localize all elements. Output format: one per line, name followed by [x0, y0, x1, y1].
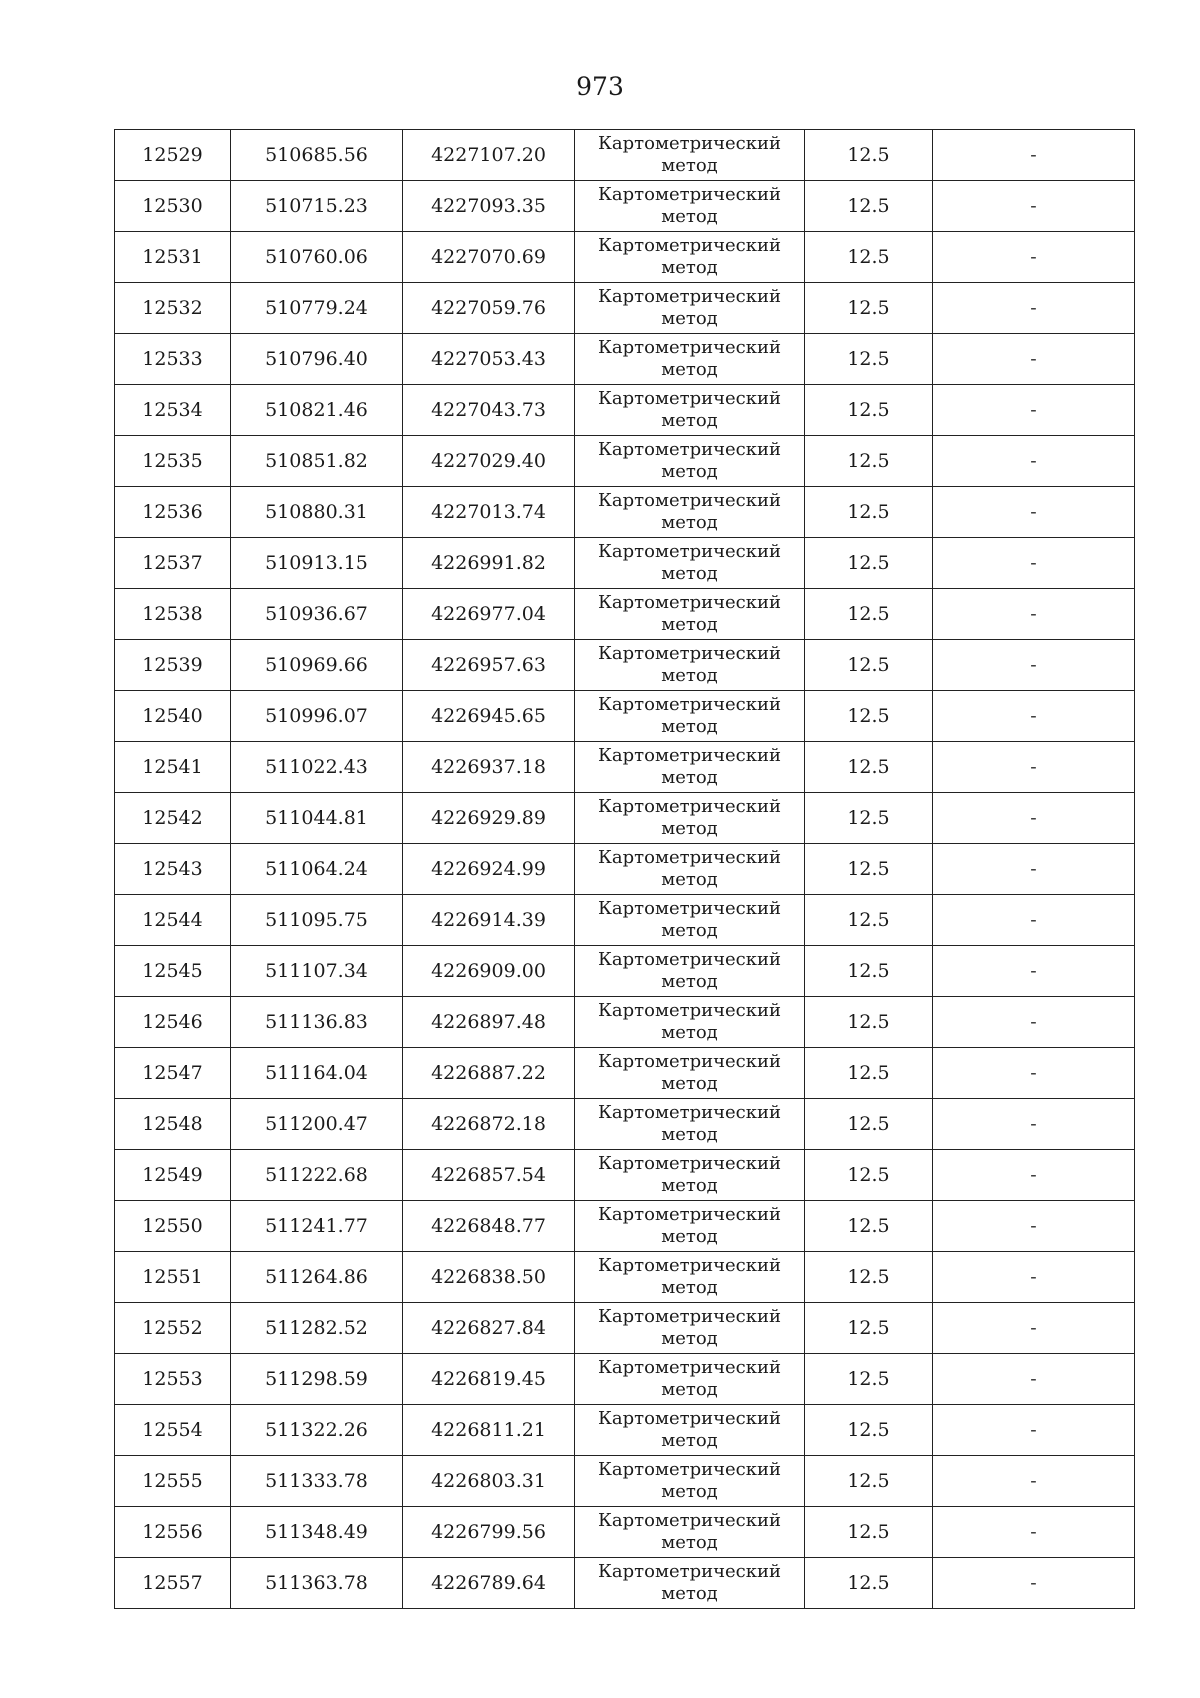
table-row [115, 181, 1135, 232]
y-coordinate-cell: 4226929.89 [403, 793, 575, 844]
method-line-1: Картометрический [598, 439, 781, 460]
x-coordinate-cell: 510996.07 [231, 691, 403, 742]
y-coordinate-cell: 4226872.18 [403, 1099, 575, 1150]
method-line-1: Картометрический [598, 337, 781, 358]
table-row [115, 232, 1135, 283]
method-line-2: метод [661, 767, 718, 788]
note-cell: - [933, 691, 1135, 742]
method-line-2: метод [661, 206, 718, 227]
method-line-2: метод [661, 1073, 718, 1094]
method-cell [575, 1201, 805, 1252]
method-line-2: метод [661, 512, 718, 533]
accuracy-cell: 12.5 [805, 1558, 933, 1609]
method-cell [575, 1507, 805, 1558]
table-row [115, 1099, 1135, 1150]
accuracy-cell: 12.5 [805, 283, 933, 334]
method-cell [575, 691, 805, 742]
table-row [115, 640, 1135, 691]
method-line-2: метод [661, 1583, 718, 1604]
x-coordinate-cell: 510779.24 [231, 283, 403, 334]
accuracy-cell: 12.5 [805, 538, 933, 589]
point-id-cell: 12545 [115, 946, 231, 997]
table-row [115, 334, 1135, 385]
method-line-2: метод [661, 1226, 718, 1247]
note-cell: - [933, 1150, 1135, 1201]
note-cell: - [933, 1405, 1135, 1456]
point-id-cell: 12537 [115, 538, 231, 589]
point-id-cell: 12546 [115, 997, 231, 1048]
method-line-1: Картометрический [598, 1255, 781, 1276]
method-line-1: Картометрический [598, 133, 781, 154]
table-row [115, 1558, 1135, 1609]
table-row [115, 844, 1135, 895]
y-coordinate-cell: 4226957.63 [403, 640, 575, 691]
x-coordinate-cell: 511322.26 [231, 1405, 403, 1456]
y-coordinate-cell: 4226887.22 [403, 1048, 575, 1099]
method-line-1: Картометрический [598, 898, 781, 919]
method-cell [575, 334, 805, 385]
x-coordinate-cell: 511064.24 [231, 844, 403, 895]
x-coordinate-cell: 510936.67 [231, 589, 403, 640]
method-line-1: Картометрический [598, 949, 781, 970]
method-line-2: метод [661, 614, 718, 635]
accuracy-cell: 12.5 [805, 844, 933, 895]
table-row [115, 946, 1135, 997]
method-line-2: метод [661, 1481, 718, 1502]
method-cell [575, 895, 805, 946]
table-row [115, 691, 1135, 742]
method-line-1: Картометрический [598, 1000, 781, 1021]
accuracy-cell: 12.5 [805, 1252, 933, 1303]
y-coordinate-cell: 4227013.74 [403, 487, 575, 538]
table-row [115, 487, 1135, 538]
table-row [115, 1507, 1135, 1558]
point-id-cell: 12556 [115, 1507, 231, 1558]
method-line-1: Картометрический [598, 796, 781, 817]
point-id-cell: 12543 [115, 844, 231, 895]
accuracy-cell: 12.5 [805, 1048, 933, 1099]
table-row [115, 1201, 1135, 1252]
method-cell [575, 130, 805, 181]
method-cell [575, 487, 805, 538]
x-coordinate-cell: 510969.66 [231, 640, 403, 691]
accuracy-cell: 12.5 [805, 334, 933, 385]
method-cell [575, 232, 805, 283]
y-coordinate-cell: 4227107.20 [403, 130, 575, 181]
y-coordinate-cell: 4227059.76 [403, 283, 575, 334]
method-line-2: метод [661, 1328, 718, 1349]
coordinates-table [114, 129, 1135, 1609]
point-id-cell: 12547 [115, 1048, 231, 1099]
y-coordinate-cell: 4226991.82 [403, 538, 575, 589]
note-cell: - [933, 1303, 1135, 1354]
note-cell: - [933, 997, 1135, 1048]
point-id-cell: 12549 [115, 1150, 231, 1201]
y-coordinate-cell: 4226803.31 [403, 1456, 575, 1507]
point-id-cell: 12535 [115, 436, 231, 487]
note-cell: - [933, 640, 1135, 691]
x-coordinate-cell: 511164.04 [231, 1048, 403, 1099]
method-line-1: Картометрический [598, 1408, 781, 1429]
method-line-2: метод [661, 308, 718, 329]
method-line-2: метод [661, 1532, 718, 1553]
method-cell [575, 1099, 805, 1150]
method-line-1: Картометрический [598, 592, 781, 613]
x-coordinate-cell: 510796.40 [231, 334, 403, 385]
accuracy-cell: 12.5 [805, 1150, 933, 1201]
method-line-1: Картометрический [598, 1051, 781, 1072]
method-line-1: Картометрический [598, 235, 781, 256]
point-id-cell: 12529 [115, 130, 231, 181]
accuracy-cell: 12.5 [805, 232, 933, 283]
note-cell: - [933, 589, 1135, 640]
note-cell: - [933, 844, 1135, 895]
method-cell [575, 1354, 805, 1405]
method-line-2: метод [661, 1175, 718, 1196]
table-row [115, 1252, 1135, 1303]
x-coordinate-cell: 510821.46 [231, 385, 403, 436]
accuracy-cell: 12.5 [805, 946, 933, 997]
method-cell [575, 1456, 805, 1507]
method-line-1: Картометрический [598, 286, 781, 307]
x-coordinate-cell: 510685.56 [231, 130, 403, 181]
accuracy-cell: 12.5 [805, 487, 933, 538]
note-cell: - [933, 385, 1135, 436]
x-coordinate-cell: 511222.68 [231, 1150, 403, 1201]
y-coordinate-cell: 4226819.45 [403, 1354, 575, 1405]
method-cell [575, 997, 805, 1048]
method-line-1: Картометрический [598, 1102, 781, 1123]
point-id-cell: 12536 [115, 487, 231, 538]
x-coordinate-cell: 511022.43 [231, 742, 403, 793]
x-coordinate-cell: 511095.75 [231, 895, 403, 946]
note-cell: - [933, 1048, 1135, 1099]
note-cell: - [933, 487, 1135, 538]
table-row [115, 283, 1135, 334]
point-id-cell: 12542 [115, 793, 231, 844]
y-coordinate-cell: 4226914.39 [403, 895, 575, 946]
note-cell: - [933, 283, 1135, 334]
x-coordinate-cell: 511282.52 [231, 1303, 403, 1354]
y-coordinate-cell: 4226789.64 [403, 1558, 575, 1609]
point-id-cell: 12552 [115, 1303, 231, 1354]
x-coordinate-cell: 510715.23 [231, 181, 403, 232]
point-id-cell: 12544 [115, 895, 231, 946]
accuracy-cell: 12.5 [805, 130, 933, 181]
point-id-cell: 12533 [115, 334, 231, 385]
point-id-cell: 12554 [115, 1405, 231, 1456]
method-line-1: Картометрический [598, 1204, 781, 1225]
accuracy-cell: 12.5 [805, 895, 933, 946]
y-coordinate-cell: 4227053.43 [403, 334, 575, 385]
table-row [115, 385, 1135, 436]
table-row [115, 1354, 1135, 1405]
table-row [115, 130, 1135, 181]
note-cell: - [933, 181, 1135, 232]
method-line-2: метод [661, 563, 718, 584]
x-coordinate-cell: 511044.81 [231, 793, 403, 844]
note-cell: - [933, 1558, 1135, 1609]
point-id-cell: 12539 [115, 640, 231, 691]
method-line-2: метод [661, 665, 718, 686]
method-cell [575, 1405, 805, 1456]
method-line-1: Картометрический [598, 1510, 781, 1531]
note-cell: - [933, 538, 1135, 589]
point-id-cell: 12555 [115, 1456, 231, 1507]
method-line-2: метод [661, 1379, 718, 1400]
y-coordinate-cell: 4226897.48 [403, 997, 575, 1048]
y-coordinate-cell: 4226977.04 [403, 589, 575, 640]
note-cell: - [933, 334, 1135, 385]
table-row [115, 436, 1135, 487]
point-id-cell: 12534 [115, 385, 231, 436]
method-line-1: Картометрический [598, 1153, 781, 1174]
x-coordinate-cell: 510880.31 [231, 487, 403, 538]
x-coordinate-cell: 510760.06 [231, 232, 403, 283]
method-cell [575, 844, 805, 895]
method-line-2: метод [661, 920, 718, 941]
accuracy-cell: 12.5 [805, 742, 933, 793]
point-id-cell: 12538 [115, 589, 231, 640]
method-line-1: Картометрический [598, 388, 781, 409]
x-coordinate-cell: 511241.77 [231, 1201, 403, 1252]
accuracy-cell: 12.5 [805, 589, 933, 640]
accuracy-cell: 12.5 [805, 1456, 933, 1507]
accuracy-cell: 12.5 [805, 1303, 933, 1354]
point-id-cell: 12553 [115, 1354, 231, 1405]
table-row [115, 1303, 1135, 1354]
method-line-2: метод [661, 257, 718, 278]
point-id-cell: 12548 [115, 1099, 231, 1150]
x-coordinate-cell: 511264.86 [231, 1252, 403, 1303]
y-coordinate-cell: 4226811.21 [403, 1405, 575, 1456]
y-coordinate-cell: 4226848.77 [403, 1201, 575, 1252]
x-coordinate-cell: 511107.34 [231, 946, 403, 997]
table-row [115, 1150, 1135, 1201]
note-cell: - [933, 742, 1135, 793]
page-number: 973 [576, 72, 624, 101]
x-coordinate-cell: 511136.83 [231, 997, 403, 1048]
accuracy-cell: 12.5 [805, 1201, 933, 1252]
method-line-2: метод [661, 1022, 718, 1043]
note-cell: - [933, 232, 1135, 283]
method-line-1: Картометрический [598, 745, 781, 766]
accuracy-cell: 12.5 [805, 181, 933, 232]
coordinates-table-body [115, 130, 1135, 1609]
note-cell: - [933, 1099, 1135, 1150]
accuracy-cell: 12.5 [805, 1405, 933, 1456]
method-line-2: метод [661, 359, 718, 380]
y-coordinate-cell: 4226937.18 [403, 742, 575, 793]
y-coordinate-cell: 4227043.73 [403, 385, 575, 436]
method-line-1: Картометрический [598, 1459, 781, 1480]
point-id-cell: 12540 [115, 691, 231, 742]
table-row [115, 538, 1135, 589]
method-line-2: метод [661, 716, 718, 737]
y-coordinate-cell: 4226945.65 [403, 691, 575, 742]
method-cell [575, 742, 805, 793]
method-line-1: Картометрический [598, 184, 781, 205]
method-line-2: метод [661, 410, 718, 431]
note-cell: - [933, 1252, 1135, 1303]
table-row [115, 589, 1135, 640]
method-cell [575, 385, 805, 436]
x-coordinate-cell: 510913.15 [231, 538, 403, 589]
x-coordinate-cell: 511298.59 [231, 1354, 403, 1405]
x-coordinate-cell: 510851.82 [231, 436, 403, 487]
method-cell [575, 640, 805, 691]
note-cell: - [933, 1456, 1135, 1507]
x-coordinate-cell: 511200.47 [231, 1099, 403, 1150]
point-id-cell: 12532 [115, 283, 231, 334]
y-coordinate-cell: 4227029.40 [403, 436, 575, 487]
y-coordinate-cell: 4226924.99 [403, 844, 575, 895]
point-id-cell: 12557 [115, 1558, 231, 1609]
method-line-1: Картометрический [598, 847, 781, 868]
method-line-1: Картометрический [598, 643, 781, 664]
table-row [115, 895, 1135, 946]
point-id-cell: 12531 [115, 232, 231, 283]
y-coordinate-cell: 4226857.54 [403, 1150, 575, 1201]
method-line-2: метод [661, 818, 718, 839]
method-line-1: Картометрический [598, 694, 781, 715]
y-coordinate-cell: 4226827.84 [403, 1303, 575, 1354]
accuracy-cell: 12.5 [805, 1507, 933, 1558]
method-cell [575, 436, 805, 487]
method-cell [575, 1048, 805, 1099]
table-row [115, 742, 1135, 793]
method-cell [575, 946, 805, 997]
method-line-2: метод [661, 971, 718, 992]
method-line-2: метод [661, 869, 718, 890]
method-cell [575, 538, 805, 589]
method-line-1: Картометрический [598, 1306, 781, 1327]
method-line-1: Картометрический [598, 541, 781, 562]
table-row [115, 793, 1135, 844]
method-line-2: метод [661, 1277, 718, 1298]
accuracy-cell: 12.5 [805, 1354, 933, 1405]
method-cell [575, 1252, 805, 1303]
y-coordinate-cell: 4226838.50 [403, 1252, 575, 1303]
method-cell [575, 181, 805, 232]
y-coordinate-cell: 4227093.35 [403, 181, 575, 232]
method-cell [575, 1303, 805, 1354]
x-coordinate-cell: 511363.78 [231, 1558, 403, 1609]
note-cell: - [933, 436, 1135, 487]
method-line-1: Картометрический [598, 490, 781, 511]
note-cell: - [933, 1201, 1135, 1252]
note-cell: - [933, 895, 1135, 946]
method-cell [575, 283, 805, 334]
table-row [115, 1405, 1135, 1456]
method-line-2: метод [661, 461, 718, 482]
point-id-cell: 12541 [115, 742, 231, 793]
method-cell [575, 1558, 805, 1609]
table-row [115, 1456, 1135, 1507]
method-cell [575, 1150, 805, 1201]
y-coordinate-cell: 4227070.69 [403, 232, 575, 283]
accuracy-cell: 12.5 [805, 997, 933, 1048]
accuracy-cell: 12.5 [805, 640, 933, 691]
accuracy-cell: 12.5 [805, 385, 933, 436]
method-line-1: Картометрический [598, 1561, 781, 1582]
accuracy-cell: 12.5 [805, 793, 933, 844]
note-cell: - [933, 1507, 1135, 1558]
table-row [115, 997, 1135, 1048]
method-line-1: Картометрический [598, 1357, 781, 1378]
point-id-cell: 12530 [115, 181, 231, 232]
y-coordinate-cell: 4226909.00 [403, 946, 575, 997]
accuracy-cell: 12.5 [805, 691, 933, 742]
note-cell: - [933, 946, 1135, 997]
method-cell [575, 793, 805, 844]
accuracy-cell: 12.5 [805, 1099, 933, 1150]
point-id-cell: 12550 [115, 1201, 231, 1252]
accuracy-cell: 12.5 [805, 436, 933, 487]
x-coordinate-cell: 511333.78 [231, 1456, 403, 1507]
y-coordinate-cell: 4226799.56 [403, 1507, 575, 1558]
method-line-2: метод [661, 1430, 718, 1451]
table-row [115, 1048, 1135, 1099]
method-line-2: метод [661, 155, 718, 176]
note-cell: - [933, 1354, 1135, 1405]
point-id-cell: 12551 [115, 1252, 231, 1303]
note-cell: - [933, 130, 1135, 181]
method-cell [575, 589, 805, 640]
x-coordinate-cell: 511348.49 [231, 1507, 403, 1558]
method-line-2: метод [661, 1124, 718, 1145]
note-cell: - [933, 793, 1135, 844]
